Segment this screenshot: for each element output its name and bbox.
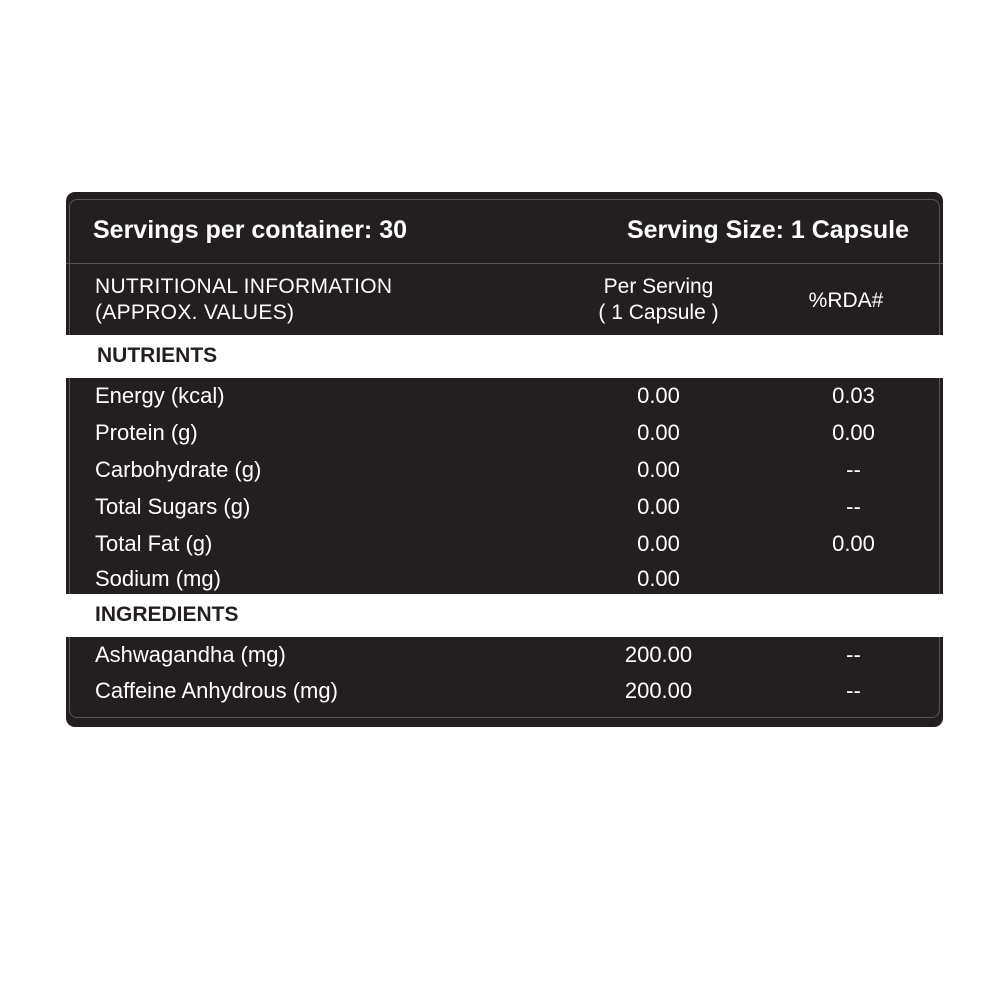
rda-column-header: %RDA# bbox=[808, 289, 884, 312]
per-serving-value: 0.00 bbox=[637, 494, 680, 519]
nutrient-name: Total Fat (g) bbox=[95, 531, 213, 556]
rda-value: -- bbox=[846, 678, 861, 703]
rda-value: 0.00 bbox=[832, 531, 875, 556]
heading-line-1: NUTRITIONAL INFORMATION bbox=[95, 275, 393, 298]
per-serving-value: 200.00 bbox=[624, 642, 693, 667]
nutrient-name: Energy (kcal) bbox=[95, 383, 225, 408]
servings-per-container: Servings per container: 30 bbox=[93, 216, 408, 244]
per-serving-value: 0.00 bbox=[637, 457, 680, 482]
nutrients-section-bar bbox=[66, 335, 943, 378]
nutritional-information-heading bbox=[95, 274, 392, 326]
per-serving-value: 0.00 bbox=[637, 531, 680, 556]
table-row bbox=[66, 673, 943, 710]
nutrient-name: Sodium (mg) bbox=[95, 566, 221, 591]
table-row bbox=[66, 452, 943, 489]
serving-size: Serving Size: 1 Capsule bbox=[626, 216, 909, 244]
per-serving-value: 0.00 bbox=[637, 383, 680, 408]
per-serving-line-1: Per Serving bbox=[603, 275, 714, 298]
nutrients-section-label: NUTRIENTS bbox=[97, 344, 218, 367]
ingredient-name: Caffeine Anhydrous (mg) bbox=[95, 678, 338, 703]
rda-value: -- bbox=[846, 642, 861, 667]
table-row bbox=[66, 378, 943, 415]
rda-value: -- bbox=[846, 494, 861, 519]
per-serving-value: 0.00 bbox=[637, 566, 680, 591]
table-row bbox=[66, 526, 943, 563]
rda-value: 0.03 bbox=[832, 383, 875, 408]
per-serving-column-header bbox=[571, 274, 746, 326]
per-serving-value: 200.00 bbox=[624, 678, 693, 703]
rda-value: 0.00 bbox=[832, 420, 875, 445]
nutrient-name: Protein (g) bbox=[95, 420, 198, 445]
nutrient-name: Total Sugars (g) bbox=[95, 494, 251, 519]
nutrient-name: Carbohydrate (g) bbox=[95, 457, 262, 482]
per-serving-line-2: ( 1 Capsule ) bbox=[598, 301, 719, 324]
per-serving-value: 0.00 bbox=[637, 420, 680, 445]
table-row bbox=[66, 415, 943, 452]
servings-header-row bbox=[66, 192, 943, 264]
rda-value: -- bbox=[846, 457, 861, 482]
table-row bbox=[66, 561, 943, 598]
ingredients-section-label: INGREDIENTS bbox=[95, 603, 239, 626]
nutrition-facts-panel bbox=[66, 192, 943, 727]
ingredient-name: Ashwagandha (mg) bbox=[95, 642, 286, 667]
column-header-row bbox=[66, 264, 943, 335]
table-row bbox=[66, 489, 943, 526]
heading-line-2: (APPROX. VALUES) bbox=[95, 301, 295, 324]
table-row bbox=[66, 637, 943, 674]
ingredients-section-bar bbox=[66, 594, 943, 637]
